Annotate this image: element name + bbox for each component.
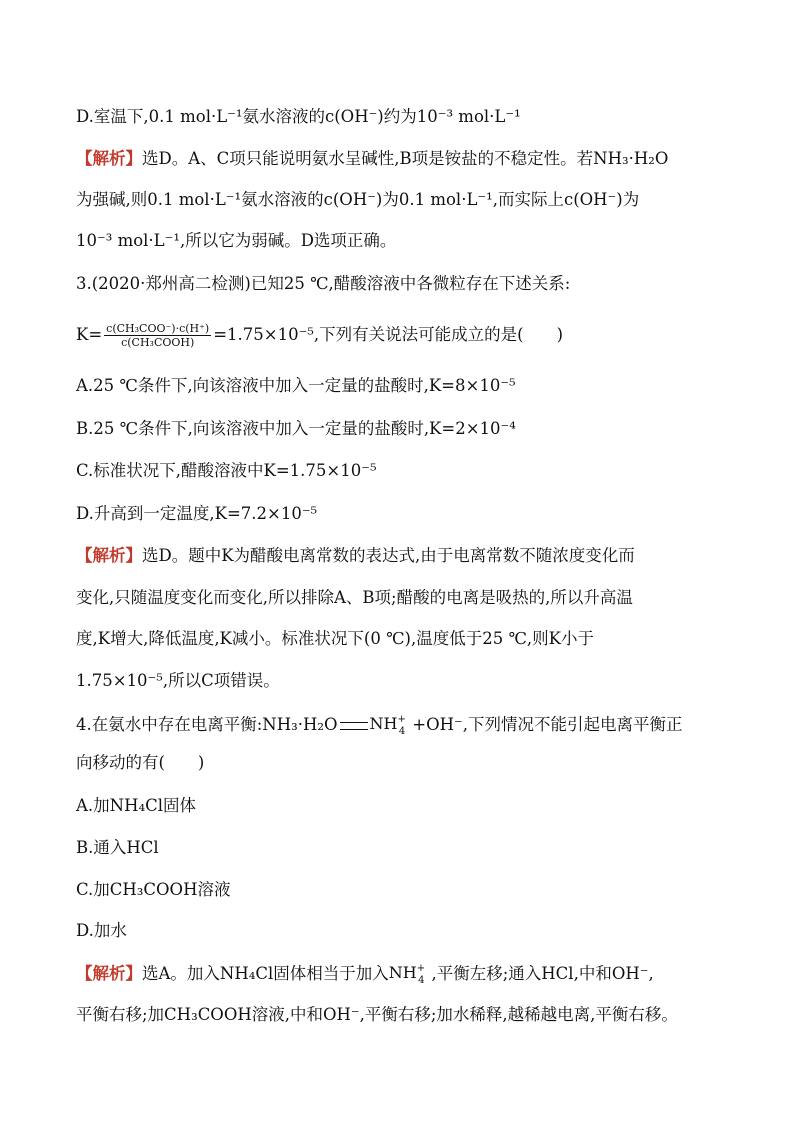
question-4-stem: 4.在氨水中存在电离平衡:NH₃·H₂O $NH^+_4 +OH^-$,下列情况不能引起电离平衡正 xyxy=(76,714,683,737)
question-3-option-a: A.25 ℃条件下,向该溶液中加入一定量的盐酸时,K=8×10⁻⁵ xyxy=(76,376,516,395)
analysis-1-line-2: 为强碱,则0.1 mol·L⁻¹氨水溶液的c(OH⁻)为0.1 mol·L⁻¹,而实际上c(OH⁻)为 xyxy=(76,190,640,209)
question-4-option-b: B.通入HCl xyxy=(76,838,159,857)
analysis-tag: 【解析】 xyxy=(76,149,142,168)
question-4-stem-2: 向移动的有( ) xyxy=(76,753,205,772)
question-3-formula: K= $\frac{\text{c(CH₃COO⁻)·c(H⁺)}}{\text{c(CH₃COOH)}}$ =1.75×10⁻⁵,下列有关说法可能成立的是( ) xyxy=(76,322,564,349)
question-3-stem: 3.(2020·郑州高二检测)已知25 ℃,醋酸溶液中各微粒存在下述关系: xyxy=(76,274,571,293)
question-4-option-d: D.加水 xyxy=(76,921,127,940)
analysis-1-line-1: 【解析】选D。A、C项只能说明氨水呈碱性,B项是铵盐的不稳定性。若NH₃·H₂O xyxy=(76,149,669,168)
analysis-2-line-1: 【解析】选D。题中K为醋酸电离常数的表达式,由于电离常数不随浓度变化而 xyxy=(76,546,635,565)
equilibrium-sign xyxy=(340,722,368,730)
analysis-2-line-4: 1.75×10⁻⁵,所以C项错误。 xyxy=(76,671,280,690)
ammonium-ion: $NH^+_4$ xyxy=(388,963,426,986)
analysis-3-line-1: 【解析】选A。加入NH₄Cl固体相当于加入$NH^+_4$ ,平衡左移;通入HCl,中和OH⁻, xyxy=(76,963,654,986)
analysis-3-line-2: 平衡右移;加CH₃COOH溶液,中和OH⁻,平衡右移;加水稀释,越稀越电离,平衡右移。 xyxy=(76,1005,678,1024)
question-3-option-c: C.标准状况下,醋酸溶液中K=1.75×10⁻⁵ xyxy=(76,461,377,480)
analysis-1-line-3: 10⁻³ mol·L⁻¹,所以它为弱碱。D选项正确。 xyxy=(76,231,397,250)
option-d-line: D.室温下,0.1 mol·L⁻¹氨水溶液的c(OH⁻)约为10⁻³ mol·L⁻¹ xyxy=(76,107,521,126)
analysis-tag: 【解析】 xyxy=(76,964,142,983)
analysis-tag: 【解析】 xyxy=(76,546,142,565)
question-3-option-d: D.升高到一定温度,K=7.2×10⁻⁵ xyxy=(76,504,318,523)
question-4-option-a: A.加NH₄Cl固体 xyxy=(76,796,197,815)
question-4-option-c: C.加CH₃COOH溶液 xyxy=(76,880,231,899)
k-fraction: $\frac{\text{c(CH₃COO⁻)·c(H⁺)}}{\text{c(CH₃COOH)}}$ xyxy=(106,322,210,349)
analysis-2-line-3: 度,K增大,降低温度,K减小。标准状况下(0 ℃),温度低于25 ℃,则K小于 xyxy=(76,629,594,648)
analysis-2-line-2: 变化,只随温度变化而变化,所以排除A、B项;醋酸的电离是吸热的,所以升高温 xyxy=(76,588,633,607)
ammonium-ion: $NH^+_4$ xyxy=(369,714,406,737)
question-3-option-b: B.25 ℃条件下,向该溶液中加入一定量的盐酸时,K=2×10⁻⁴ xyxy=(76,419,516,438)
